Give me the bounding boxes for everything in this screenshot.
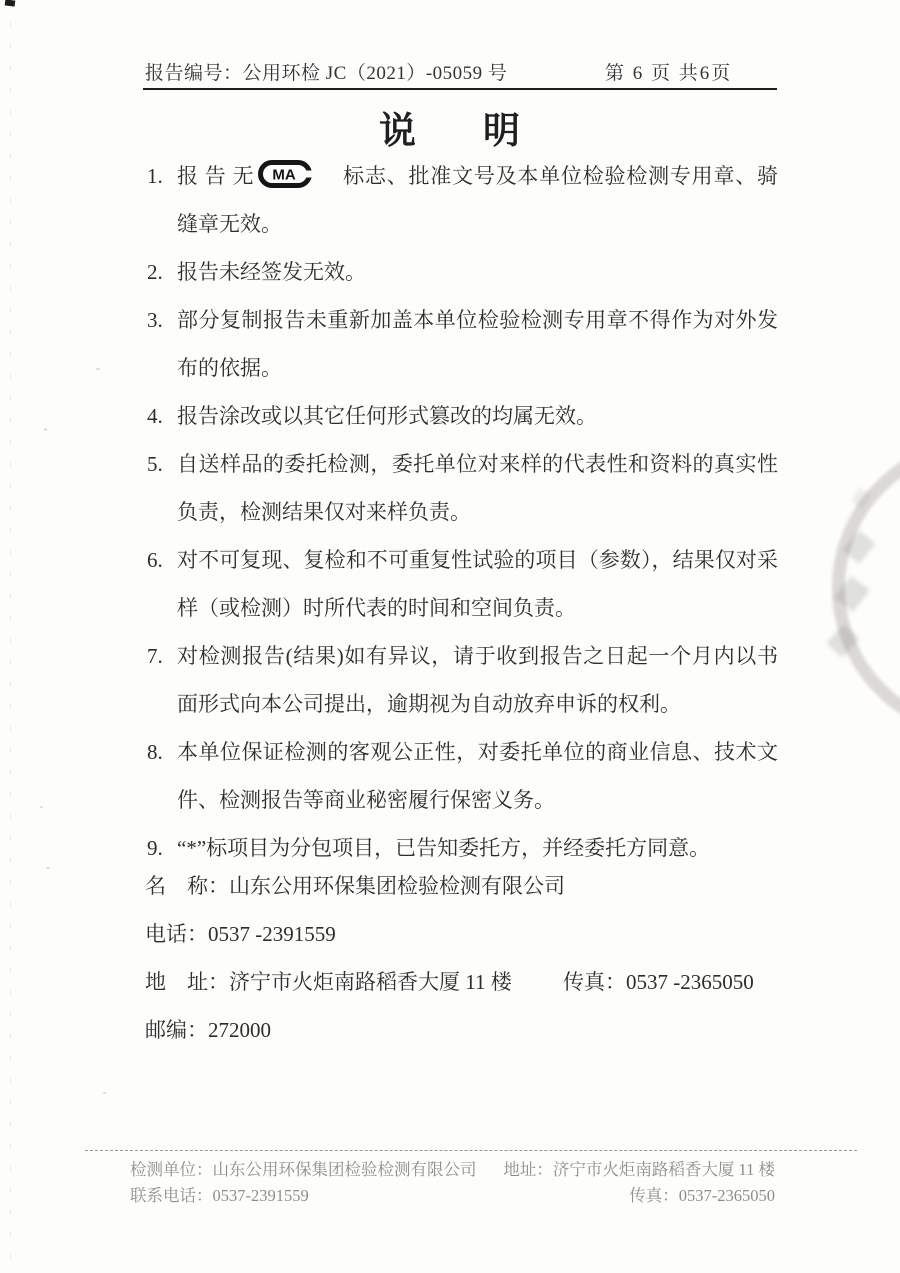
note-text: 标志、批准文号及本单位检验检测专用章、骑缝章无效。	[177, 164, 779, 236]
note-item-5	[145, 440, 778, 536]
stamp-ring	[832, 438, 900, 738]
scan-speck	[40, 806, 43, 808]
note-number: 1.	[147, 164, 163, 188]
note-number: 3.	[147, 308, 163, 332]
contact-fax-value: 0537 -2365050	[626, 970, 754, 994]
contact-name-row	[145, 862, 778, 910]
contact-name-label: 名 称：	[145, 874, 229, 898]
note-number: 9.	[147, 836, 163, 860]
footer-rule	[85, 1150, 857, 1151]
note-text: 自送样品的委托检测，委托单位对来样的代表性和资料的真实性负责，检测结果仅对来样负责。	[177, 452, 778, 524]
stamp-watermark	[818, 438, 900, 740]
note-text: 报告涂改或以其它任何形式篡改的均属无效。	[177, 404, 597, 428]
contact-block	[145, 862, 778, 1054]
contact-address-label: 地 址：	[145, 970, 229, 994]
footer-unit-label: 检测单位：	[130, 1160, 213, 1179]
note-number: 6.	[147, 548, 163, 572]
scan-speck	[96, 368, 100, 370]
note-number: 4.	[147, 404, 163, 428]
contact-name-value: 山东公用环保集团检验检测有限公司	[229, 874, 565, 898]
footer-unit-value: 山东公用环保集团检验检测有限公司	[212, 1160, 477, 1179]
footer-right-column	[503, 1157, 775, 1209]
note-item-1	[145, 152, 778, 248]
page-title-char: 说	[379, 111, 417, 152]
note-item-8	[145, 728, 778, 824]
footer-address-line	[503, 1157, 775, 1183]
scan-speck	[46, 867, 50, 869]
scan-speck	[44, 428, 47, 431]
page-title-char: 明	[483, 111, 521, 152]
note-number: 2.	[147, 260, 163, 284]
note-text: 本单位保证检测的客观公正性，对委托单位的商业信息、技术文件、检测报告等商业秘密履行保密义务。	[177, 740, 778, 812]
header-report-number: 报告编号：公用环检 JC（2021）-05059 号	[145, 63, 508, 84]
footer-left-column	[130, 1157, 477, 1209]
contact-phone-value: 0537 -2391559	[208, 922, 336, 946]
footer-address-label: 地址：	[503, 1160, 553, 1179]
footer-tel-line	[130, 1183, 477, 1209]
contact-zip-value: 272000	[208, 1018, 271, 1042]
note-text: 对不可复现、复检和不可重复性试验的项目（参数），结果仅对采样（或检测）时所代表的时间和空间负责。	[177, 548, 778, 620]
note-item-6	[145, 536, 778, 632]
footer-fax-value: 0537-2365050	[678, 1186, 775, 1205]
footer-unit-line	[130, 1157, 477, 1183]
note-number: 7.	[147, 644, 163, 668]
footer-fax-line	[503, 1183, 775, 1209]
note-number: 5.	[147, 452, 163, 476]
note-text: 报 告 无	[177, 164, 255, 188]
svg-text:MA: MA	[272, 166, 297, 184]
note-text: 部分复制报告未重新加盖本单位检验检测专用章不得作为对外发布的依据。	[177, 308, 778, 380]
contact-fax	[563, 958, 754, 1006]
note-text: 报告未经签发无效。	[177, 260, 366, 284]
contact-address-row	[145, 958, 778, 1006]
page-title	[0, 100, 900, 154]
contact-address-value: 济宁市火炬南路稻香大厦 11 楼	[229, 970, 512, 994]
footer-address-value: 济宁市火炬南路稻香大厦 11 楼	[552, 1160, 775, 1179]
note-number: 8.	[147, 740, 163, 764]
scan-edge-line	[10, 0, 11, 1273]
note-text: “*”标项目为分包项目，已告知委托方，并经委托方同意。	[177, 836, 711, 860]
contact-fax-label: 传真：	[563, 970, 626, 994]
contact-zip-label: 邮编：	[145, 1018, 208, 1042]
notes-list	[145, 152, 778, 1054]
note-item-2	[145, 248, 778, 296]
footer-fax-label: 传真：	[629, 1186, 679, 1205]
contact-phone-label: 电话：	[145, 922, 208, 946]
scan-speck	[103, 1092, 106, 1094]
header-page-number: 第 6 页 共6页	[605, 63, 733, 84]
contact-phone-row	[145, 910, 778, 958]
footer-tel-value: 0537-2391559	[212, 1186, 309, 1205]
note-item-3	[145, 296, 778, 392]
contact-zip-row	[145, 1006, 778, 1054]
footer-tel-label: 联系电话：	[130, 1186, 213, 1205]
cma-mark-icon	[258, 160, 312, 188]
header-rule	[143, 88, 777, 90]
note-item-7	[145, 632, 778, 728]
note-text: 对检测报告(结果)如有异议，请于收到报告之日起一个月内以书面形式向本公司提出，逾期视为自动放弃申诉的权利。	[177, 644, 778, 716]
note-item-4	[145, 392, 778, 440]
